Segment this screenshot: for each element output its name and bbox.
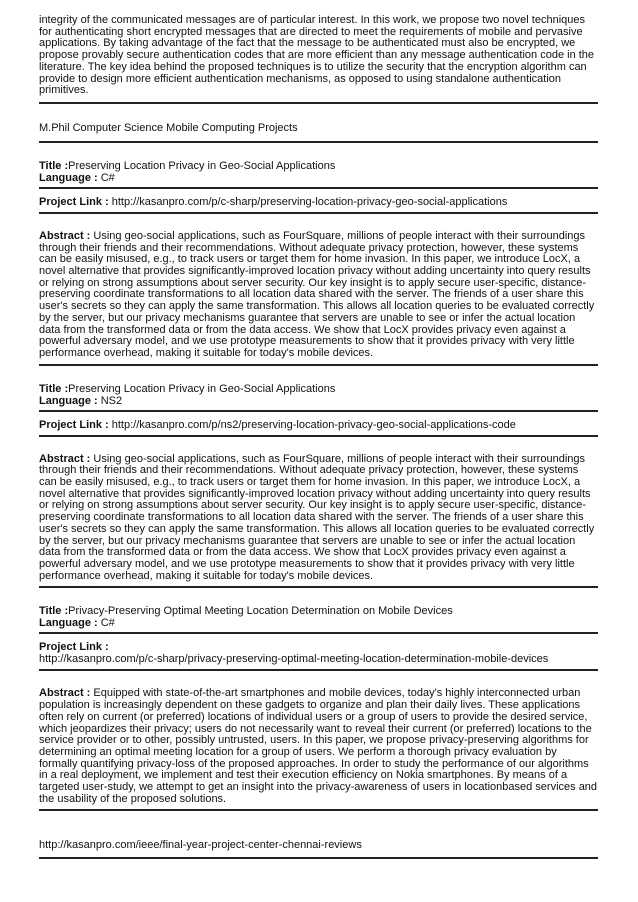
footer-link[interactable]: http://kasanpro.com/ieee/final-year-project-center-chennai-reviews	[39, 839, 362, 852]
divider	[39, 364, 598, 366]
project-link-line	[39, 419, 598, 431]
title-label: Title :	[39, 382, 69, 395]
project-language: NS2	[100, 394, 123, 407]
project-entry	[39, 160, 598, 366]
project-abstract	[39, 454, 598, 583]
project-link-label: Project Link :	[39, 195, 109, 208]
language-label: Language :	[39, 394, 98, 407]
project-title-line	[39, 160, 598, 172]
abstract-label: Abstract :	[39, 452, 91, 465]
project-link[interactable]: http://kasanpro.com/p/c-sharp/privacy-preserving-optimal-meeting-location-determination-mobile-devices	[39, 653, 549, 666]
abstract-text: Using geo-social applications, such as FourSquare, millions of people interact with their surroundings through their friends and their recommendations. Without adequate privacy protection, however, these systems can be easily misused, e.g., to track users or target them for home invasion. In this paper, we introduce LocX, a novel alternative that provides significantly-improved location privacy without adding uncertainty into query results or relying on strong assumptions about server security. Our key insight is to apply secure user-specific, distance-preserving coordinate transformations to all location data shared with the server. The friends of a user share this user's secrets so they can apply the same transformation. This allows all location queries to be evaluated correctly by the server, but our privacy mechanisms guarantee that servers are unable to see or infer the actual location data from the transformed data or from the data access. We show that LocX provides privacy even against a powerful adversary model, and we use prototype measurements to show that it provides privacy with very little performance overhead, making it suitable for today's mobile devices.	[39, 452, 595, 582]
project-link[interactable]: http://kasanpro.com/p/ns2/preserving-location-privacy-geo-social-applications-code	[111, 418, 516, 431]
title-label: Title :	[39, 605, 69, 618]
language-label: Language :	[39, 617, 98, 630]
divider	[39, 102, 598, 104]
title-label: Title :	[39, 159, 69, 172]
project-language: C#	[100, 617, 115, 630]
project-abstract	[39, 688, 598, 805]
project-link-label-line	[39, 641, 598, 653]
divider	[39, 212, 598, 214]
project-title: Preserving Location Privacy in Geo-Social Applications	[68, 382, 336, 395]
divider	[39, 809, 598, 811]
project-link-line	[39, 196, 598, 208]
project-title: Privacy-Preserving Optimal Meeting Location Determination on Mobile Devices	[68, 605, 453, 618]
document-page	[39, 13, 598, 859]
project-title: Preserving Location Privacy in Geo-Social Applications	[68, 159, 336, 172]
divider	[39, 586, 598, 588]
abstract-label: Abstract :	[39, 687, 91, 700]
divider	[39, 410, 598, 412]
project-title-line	[39, 383, 598, 395]
project-abstract	[39, 231, 598, 360]
project-link-label: Project Link :	[39, 418, 109, 431]
divider	[39, 857, 598, 859]
divider	[39, 435, 598, 437]
abstract-text: Using geo-social applications, such as FourSquare, millions of people interact with their surroundings through their friends and their recommendations. Without adequate privacy protection, however, these systems can be easily misused, e.g., to track users or target them for home invasion. In this paper, we introduce LocX, a novel alternative that provides significantly-improved location privacy without adding uncertainty into query results or relying on strong assumptions about server security. Our key insight is to apply secure user-specific, distance-preserving coordinate transformations to all location data shared with the server. The friends of a user share this user's secrets so they can apply the same transformation. This allows all location queries to be evaluated correctly by the server, but our privacy mechanisms guarantee that servers are unable to see or infer the actual location data from the transformed data or from the data access. We show that LocX provides privacy even against a powerful adversary model, and we use prototype measurements to show that it provides privacy with very little performance overhead, making it suitable for today's mobile devices.	[39, 229, 595, 359]
language-label: Language :	[39, 171, 98, 184]
abstract-text: Equipped with state-of-the-art smartphones and mobile devices, today's highly interconnected urban population is increasingly dependent on these gadgets to organize and plan their daily lives. These applications often rely on current (or preferred) locations of individual users or a group of users to provide the desired service, which jeopardizes their privacy; users do not necessarily want to reveal their current (or preferred) locations to the service provider or to other, possibly untrusted, users. In this paper, we propose privacy-preserving algorithms for determining an optimal meeting location for a group of users. We perform a thorough privacy evaluation by formally quantifying privacy-loss of the proposed approaches. In order to study the performance of our algorithms in a real deployment, we implement and test their execution efficiency on Nokia smartphones. By means of a targeted user-study, we attempt to get an insight into the privacy-awareness of users in locationbased services and the usability of the proposed solutions.	[39, 687, 598, 805]
project-language: C#	[100, 171, 115, 184]
project-entry	[39, 605, 598, 811]
divider	[39, 187, 598, 189]
project-title-line	[39, 605, 598, 617]
project-link-label: Project Link :	[39, 641, 109, 654]
intro-paragraph: integrity of the communicated messages are of particular interest. In this work, we propose two novel techniques for authenticating short encrypted messages that are directed to meet the requirements of mobile and pervasive applications. By taking advantage of the fact that the message to be authenticated must also be encrypted, we propose provably secure authentication codes that are more efficient than any message authentication code in the literature. The key idea behind the proposed techniques is to utilize the security that the encryption algorithm can provide to design more efficient authentication mechanisms, as opposed to using standalone authentication primitives.	[39, 14, 595, 97]
divider	[39, 669, 598, 671]
section-heading: M.Phil Computer Science Mobile Computing Projects	[39, 121, 298, 134]
project-language-line	[39, 395, 598, 407]
project-link-line	[39, 653, 598, 665]
divider	[39, 141, 598, 143]
project-language-line	[39, 617, 598, 629]
project-link[interactable]: http://kasanpro.com/p/c-sharp/preserving-location-privacy-geo-social-applications	[111, 195, 508, 208]
project-language-line	[39, 172, 598, 184]
divider	[39, 632, 598, 634]
abstract-label: Abstract :	[39, 229, 91, 242]
project-entry	[39, 383, 598, 589]
